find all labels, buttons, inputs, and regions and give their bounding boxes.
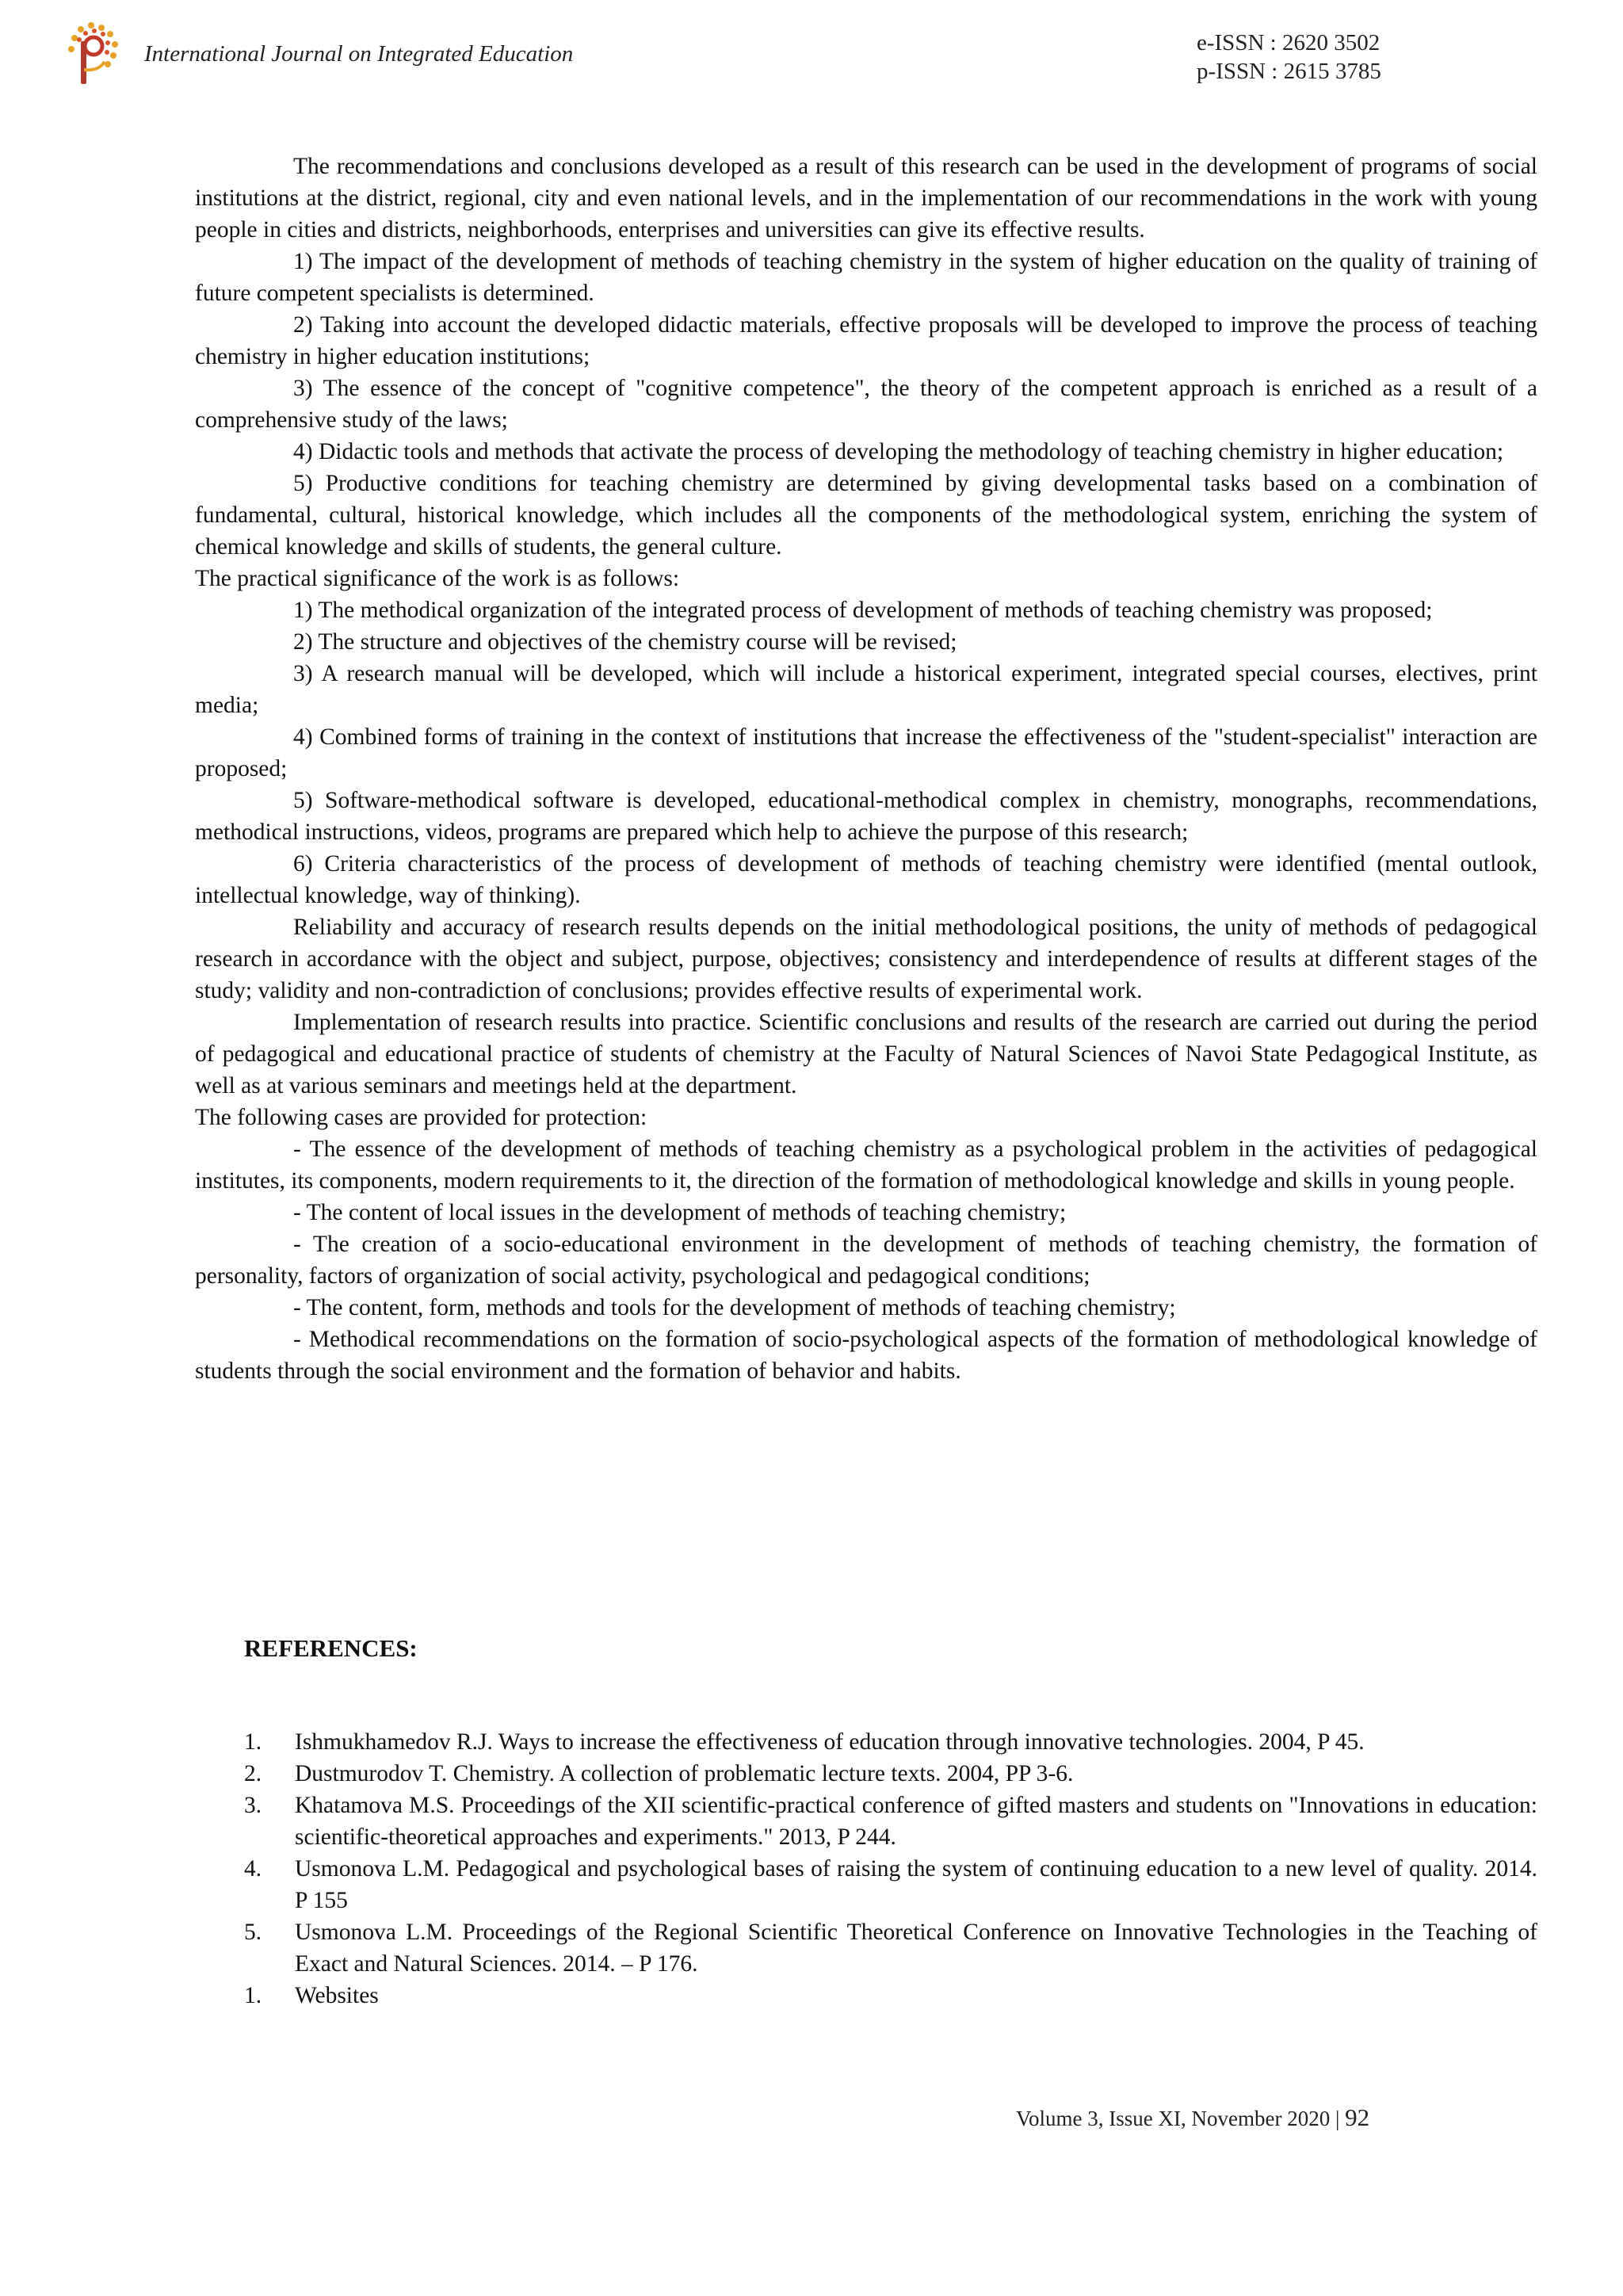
- journal-title: International Journal on Integrated Education: [144, 41, 574, 67]
- body-paragraph: 3) The essence of the concept of "cognitive competence", the theory of the competent approach is enriched as a result of a comprehensive study of the laws;: [195, 376, 1537, 433]
- reference-number: 5.: [244, 1920, 262, 1945]
- volume-info: Volume 3, Issue XI, November 2020: [1016, 2107, 1331, 2130]
- journal-logo-icon: [67, 22, 120, 87]
- body-paragraph: 5) Software-methodical software is developed, educational-methodical complex in chemistry, monographs, recommendations, methodical instructions, videos, programs are prepared which help to achieve the purpose of this research;: [195, 788, 1537, 845]
- reference-item: [244, 1790, 1537, 1853]
- reference-text: Usmonova L.M. Pedagogical and psychological bases of raising the system of continuing education to a new level of quality. 2014. P 155: [295, 1856, 1537, 1913]
- footer-separator: |: [1330, 2107, 1346, 2130]
- reference-number: 3.: [244, 1793, 262, 1818]
- body-paragraph: The practical significance of the work is as follows:: [195, 566, 680, 591]
- body-paragraph: - The essence of the development of methods of teaching chemistry as a psychological problem in the activities of pedagogical institutes, its components, modern requirements to it, the direction of the formation of methodological knowledge and skills in young people.: [195, 1137, 1537, 1194]
- reference-item: [244, 1853, 1537, 1916]
- body-text: [195, 151, 1537, 1387]
- body-paragraph: - Methodical recommendations on the formation of socio-psychological aspects of the formation of methodological knowledge of students through the social environment and the formation of behavior and habits.: [195, 1327, 1537, 1384]
- body-paragraph: 4) Combined forms of training in the context of institutions that increase the effectiveness of the "student-specialist" interaction are proposed;: [195, 724, 1537, 781]
- body-paragraph: The following cases are provided for protection:: [195, 1105, 647, 1130]
- page-number: 92: [1345, 2103, 1370, 2131]
- body-paragraph: 4) Didactic tools and methods that activate the process of developing the methodology of teaching chemistry in higher education;: [293, 439, 1504, 464]
- body-paragraph: 1) The impact of the development of methods of teaching chemistry in the system of higher education on the quality of training of future competent specialists is determined.: [195, 249, 1537, 306]
- body-paragraph: Implementation of research results into practice. Scientific conclusions and results of the research are carried out during the period of pedagogical and educational practice of students of chemistry at the Faculty of Natural Sciences of Navoi State Pedagogical Institute, as well as at various seminars and meetings held at the department.: [195, 1010, 1537, 1098]
- pissn: p-ISSN : 2615 3785: [1197, 59, 1381, 84]
- body-paragraph: - The content, form, methods and tools for the development of methods of teaching chemistry;: [293, 1295, 1176, 1320]
- reference-item: [244, 1916, 1537, 1980]
- eissn: e-ISSN : 2620 3502: [1197, 30, 1381, 55]
- reference-text: Khatamova M.S. Proceedings of the XII scientific-practical conference of gifted masters and students on "Innovations in education: scientific-theoretical approaches and experiments." 2013, P 244.: [295, 1793, 1537, 1850]
- reference-text: Websites: [295, 1983, 379, 2008]
- body-paragraph: 2) Taking into account the developed didactic materials, effective proposals will be developed to improve the process of teaching chemistry in higher education institutions;: [195, 312, 1537, 369]
- reference-number: 2.: [244, 1761, 262, 1786]
- page-footer: [1016, 2103, 1369, 2132]
- reference-item: [244, 1726, 1537, 1758]
- body-paragraph: 3) A research manual will be developed, which will include a historical experiment, integrated special courses, electives, print media;: [195, 661, 1537, 718]
- reference-text: Dustmurodov T. Chemistry. A collection of problematic lecture texts. 2004, PP 3-6.: [295, 1761, 1074, 1786]
- body-paragraph: Reliability and accuracy of research results depends on the initial methodological positions, the unity of methods of pedagogical research in accordance with the object and subject, purpose, objectives; consistency and interdependence of results at different stages of the study; validity and non-contradiction of conclusions; provides effective results of experimental work.: [195, 915, 1537, 1003]
- body-paragraph: - The creation of a socio-educational environment in the development of methods of teaching chemistry, the formation of personality, factors of organization of social activity, psychological and pedagogical conditions;: [195, 1232, 1537, 1289]
- reference-number: 1.: [244, 1729, 262, 1755]
- body-paragraph: 6) Criteria characteristics of the process of development of methods of teaching chemistry were identified (mental outlook, intellectual knowledge, way of thinking).: [195, 851, 1537, 908]
- reference-number: 1.: [244, 1983, 262, 2008]
- body-paragraph: 5) Productive conditions for teaching chemistry are determined by giving developmental tasks based on a combination of fundamental, cultural, historical knowledge, which includes all the components of the methodological system, enriching the system of chemical knowledge and skills of students, the general culture.: [195, 471, 1537, 560]
- issn-block: [1197, 29, 1381, 86]
- reference-number: 4.: [244, 1856, 262, 1881]
- reference-item: [244, 1758, 1537, 1790]
- body-paragraph: 1) The methodical organization of the integrated process of development of methods of teaching chemistry was proposed;: [293, 598, 1433, 623]
- references-list: [244, 1726, 1537, 2011]
- references-title: REFERENCES:: [244, 1634, 418, 1662]
- body-paragraph: The recommendations and conclusions developed as a result of this research can be used in the development of programs of social institutions at the district, regional, city and even national levels, and in the implementation of our recommendations in the work with young people in cities and districts, neighborhoods, enterprises and universities can give its effective results.: [195, 154, 1537, 243]
- body-paragraph: 2) The structure and objectives of the chemistry course will be revised;: [293, 629, 957, 655]
- reference-text: Ishmukhamedov R.J. Ways to increase the effectiveness of education through innovative technologies. 2004, P 45.: [295, 1729, 1365, 1755]
- body-paragraph: - The content of local issues in the development of methods of teaching chemistry;: [293, 1200, 1067, 1225]
- reference-text: Usmonova L.M. Proceedings of the Regional Scientific Theoretical Conference on Innovative Technologies in the Teaching of Exact and Natural Sciences. 2014. – P 176.: [295, 1920, 1537, 1977]
- reference-item: [244, 1980, 1537, 2011]
- page-header: [0, 0, 1623, 103]
